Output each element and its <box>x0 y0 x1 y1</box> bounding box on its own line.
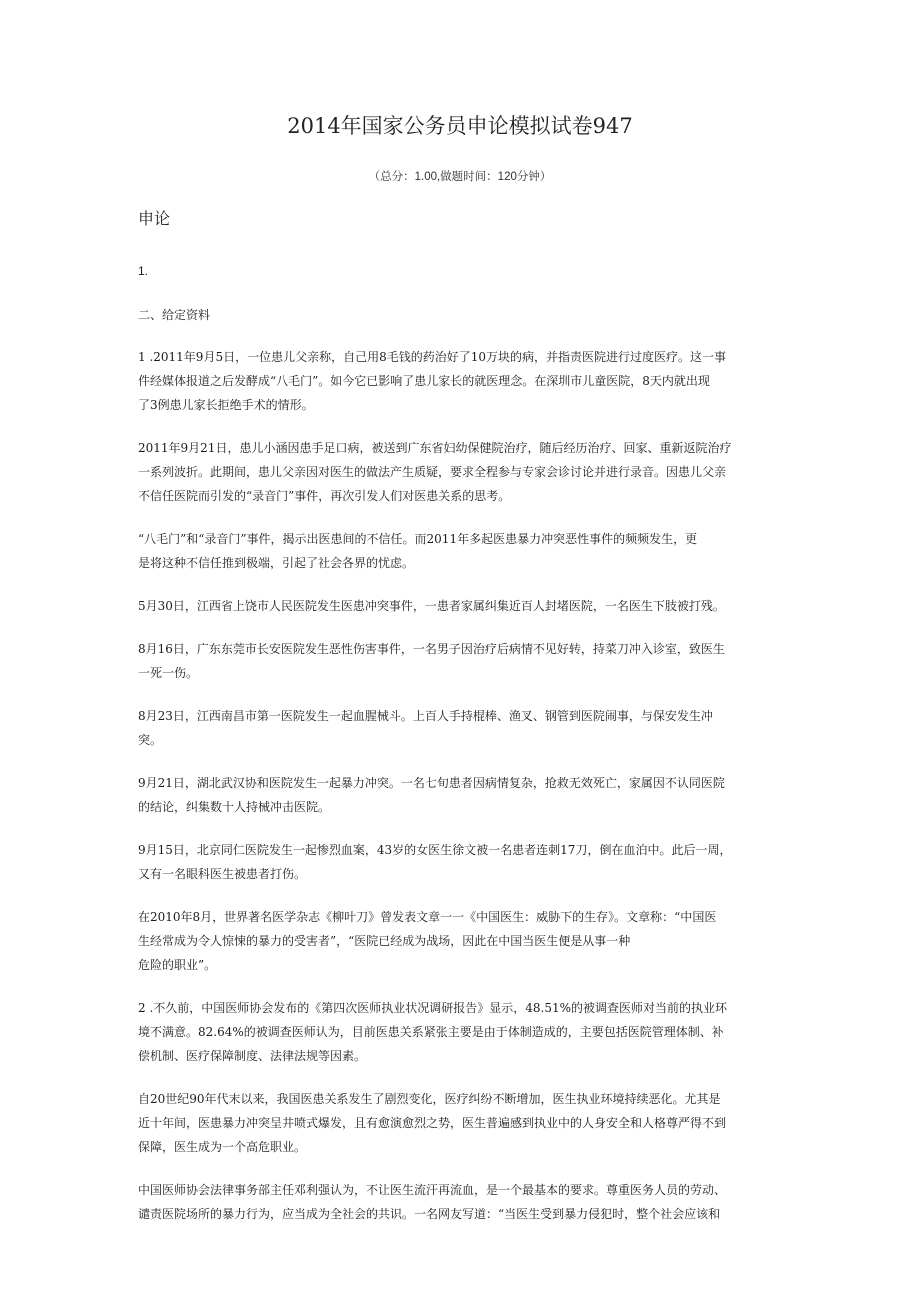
paragraph <box>138 905 786 977</box>
paragraph-line: 8月23日，江西南昌市第一医院发生一起血腥械斗。上百人手持棍棒、渔叉、钢管到医院闹事，与保安发生冲 <box>138 709 713 723</box>
paragraph <box>138 637 786 685</box>
paragraph-line: 8月16日，广东东莞市长安医院发生恶性伤害事件，一名男子因治疗后病情不见好转，持菜刀冲入诊室，致医生 <box>138 642 725 656</box>
paragraph <box>138 594 786 618</box>
paragraph <box>138 838 786 886</box>
document-body <box>138 345 786 1245</box>
paragraph-line: 1 .2011年9月5日，一位患儿父亲称，自己用8毛钱的药治好了10万块的病，并指责医院进行过度医疗。这一事 <box>138 350 726 364</box>
paragraph <box>138 436 786 508</box>
paragraph-line: 2 .不久前，中国医师协会发布的《第四次医师执业状况调研报告》显示，48.51%的被调查医师对当前的执业环 <box>138 1001 728 1015</box>
paragraph-line: 是将这种不信任推到极端，引起了社会各界的忧虑。 <box>138 556 415 570</box>
paragraph-line: 的结论，纠集数十人持械冲击医院。 <box>138 800 331 814</box>
paragraph <box>138 1087 786 1159</box>
paragraph-line: 突。 <box>138 733 163 747</box>
paragraph <box>138 527 786 575</box>
paragraph-line: 境不满意。82.64%的被调查医师认为，目前医患关系紧张主要是由于体制造成的，主要包括医院管理体制、补 <box>138 1025 724 1039</box>
paragraph-line: 不信任医院而引发的“录音门”事件，再次引发人们对医患关系的思考。 <box>138 489 511 503</box>
paragraph-line: 谴责医院场所的暴力行为，应当成为全社会的共识。一名网友写道：“当医生受到暴力侵犯时，整个社会应该和 <box>138 1207 721 1221</box>
paragraph-line: 中国医师协会法律事务部主任邓利强认为，不让医生流汗再流血，是一个最基本的要求。尊重医务人员的劳动、 <box>138 1183 727 1197</box>
paragraph-line: 2011年9月21日，患儿小涵因患手足口病，被送到广东省妇幼保健院治疗，随后经历治疗、回家、重新返院治疗 <box>138 441 732 455</box>
material-heading: 二、给定资料 <box>138 308 211 322</box>
exam-meta: （总分：1.00,做题时间：120分钟） <box>368 171 552 183</box>
paragraph-line: 危险的职业”。 <box>138 958 217 972</box>
paragraph-line: 了3例患儿家长拒绝手术的情形。 <box>138 398 314 412</box>
paragraph-line: 9月15日，北京同仁医院发生一起惨烈血案，43岁的女医生徐文被一名患者连刺17刀，倒在血泊中。此后一周， <box>138 843 732 857</box>
paragraph <box>138 704 786 752</box>
paragraph-line: 又有一名眼科医生被患者打伤。 <box>138 867 307 881</box>
paragraph-line: “八毛门”和“录音门”事件，揭示出医患间的不信任。而2011年多起医患暴力冲突恶性事件的频频发生，更 <box>138 532 698 546</box>
paragraph <box>138 1178 786 1226</box>
paragraph-line: 保障，医生成为一个高危职业。 <box>138 1140 307 1154</box>
document-title: 2014年国家公务员申论模拟试卷947 <box>287 114 633 138</box>
paragraph-line: 一死一伤。 <box>138 666 199 680</box>
paragraph <box>138 345 786 417</box>
paragraph <box>138 996 786 1068</box>
paragraph-line: 偿机制、医疗保障制度、法律法规等因素。 <box>138 1049 367 1063</box>
paragraph-line: 在2010年8月，世界著名医学杂志《柳叶刀》曾发表文章一一《中国医生：威胁下的生存》。文章称：“中国医 <box>138 910 717 924</box>
section-title: 申论 <box>138 209 171 228</box>
question-number: 1. <box>138 264 149 278</box>
paragraph <box>138 771 786 819</box>
paragraph-line: 自20世纪90年代末以来，我国医患关系发生了剧烈变化，医疗纠纷不断增加，医生执业环境持续恶化。尤其是 <box>138 1092 721 1106</box>
paragraph-line: 生经常成为令人惊悚的暴力的受害者”，“医院已经成为战场，因此在中国当医生便是从事一种 <box>138 934 631 948</box>
paragraph-line: 9月21日，湖北武汉协和医院发生一起暴力冲突。一名七旬患者因病情复杂，抢救无效死亡，家属因不认同医院 <box>138 776 725 790</box>
paragraph-line: 近十年间，医患暴力冲突呈井喷式爆发，且有愈演愈烈之势，医生普遍感到执业中的人身安全和人格尊严得不到 <box>138 1116 727 1130</box>
paragraph-line: 件经媒体报道之后发酵成“八毛门”。如今它已影响了患儿家长的就医理念。在深圳市儿童医院，8天内就出现 <box>138 374 710 388</box>
paragraph-line: 一系列波折。此期间，患儿父亲因对医生的做法产生质疑，要求全程参与专家会诊讨论并进行录音。因患儿父亲 <box>138 465 727 479</box>
paragraph-line: 5月30日，江西省上饶市人民医院发生医患冲突事件，一患者家属纠集近百人封堵医院，一名医生下肢被打残。 <box>138 599 725 613</box>
